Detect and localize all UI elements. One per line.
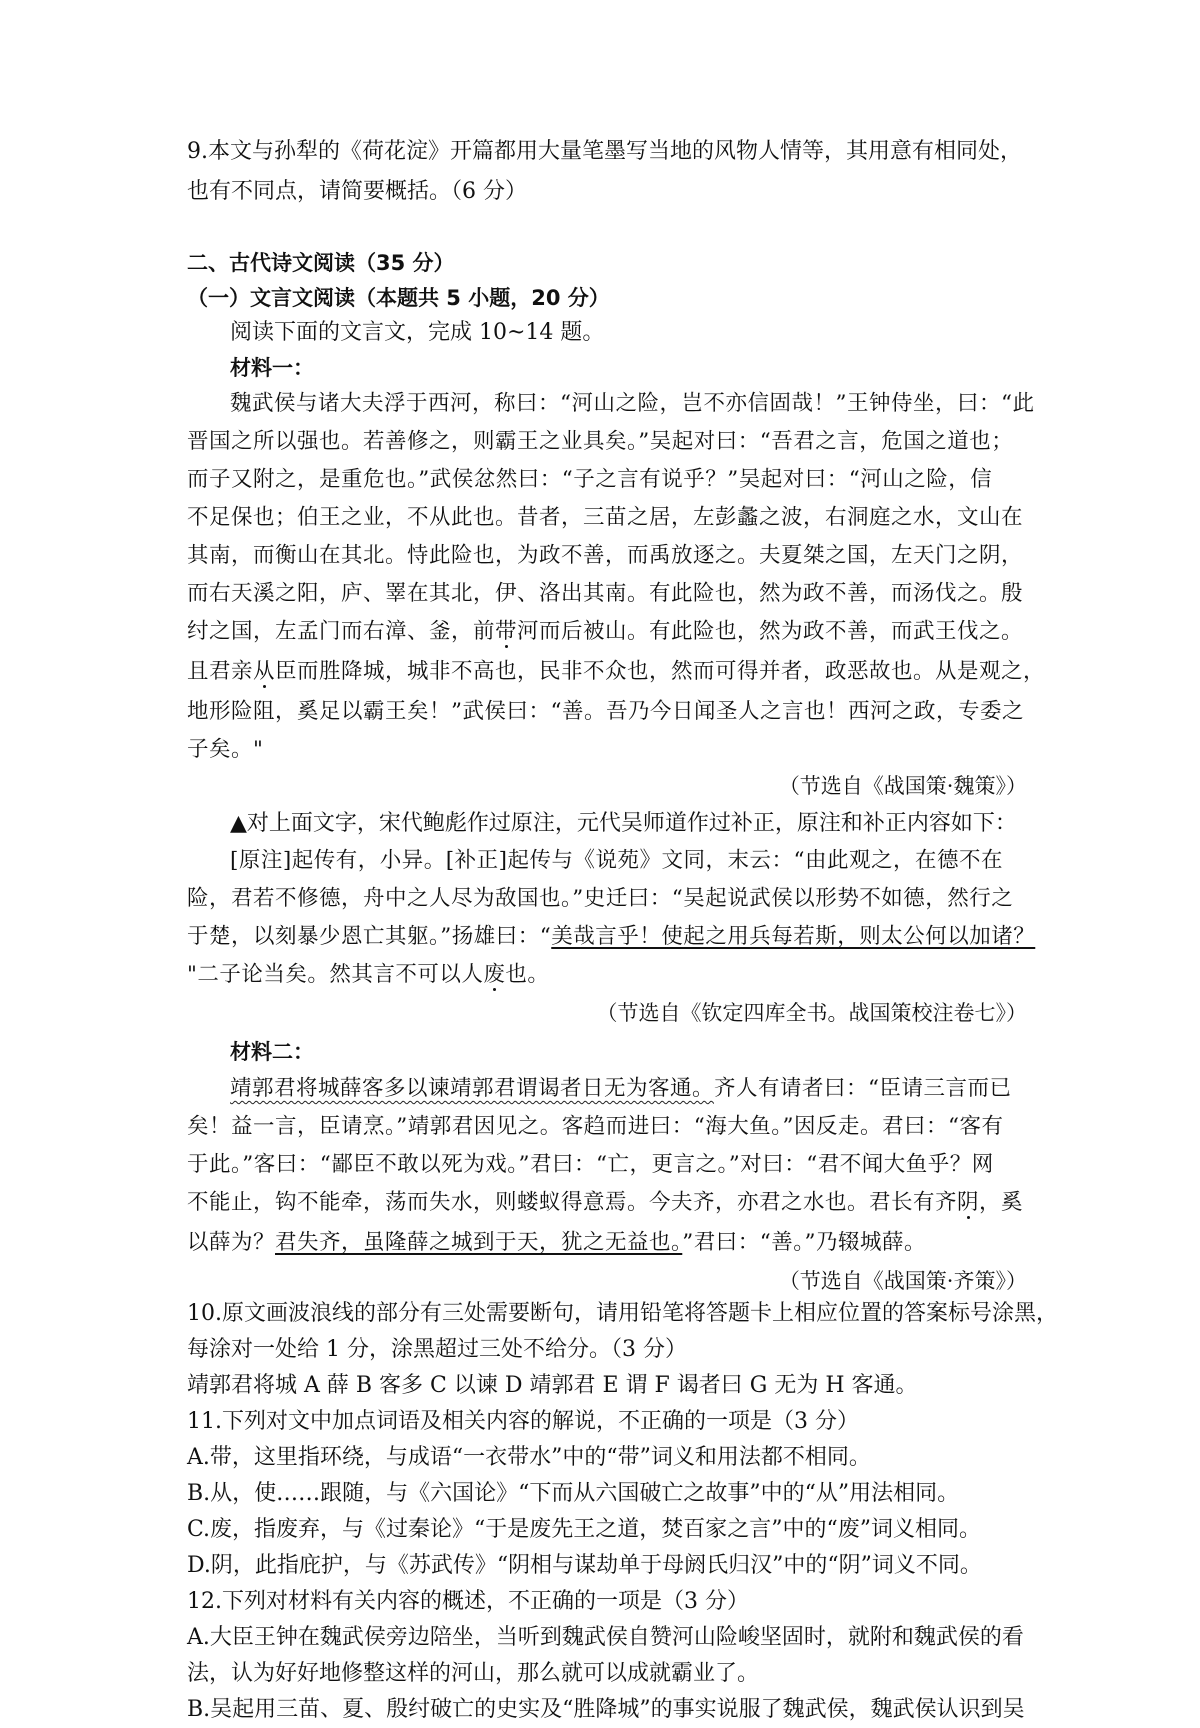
text-segment: "二子论当矣。然其言不可以人 xyxy=(187,962,484,987)
material-1-line: 而子又附之，是重危也。”武侯忿然曰：“子之言有说乎？”吴起对曰：“河山之险，信 xyxy=(187,467,993,492)
material-1-line: 子矣。" xyxy=(187,737,264,762)
notes-source: （节选自《钦定四库全书。战国策校注卷七》） xyxy=(596,1001,1027,1025)
text-segment: 且君亲 xyxy=(187,659,254,684)
q11-option-a: A.带，这里指环绕，与成语“一衣带水”中的“带”词义和用法都不相同。 xyxy=(187,1445,871,1470)
q12-option-b: B.吴起用三苗、夏、殷纣破亡的史实及“胜降城”的事实说服了魏武侯，魏武侯认识到吴 xyxy=(187,1697,1025,1722)
underlined-quote: 美哉言乎！使起之用兵每若斯，则太公何以加诸？ xyxy=(551,924,1036,949)
material-2-line xyxy=(230,1071,1070,1107)
material-1-line: 而右天溪之阳，庐、睪在其北，伊、洛出其南。有此险也，然为政不善，而汤伐之。殷 xyxy=(187,581,1024,606)
material-1-line: 晋国之所以强也。若善修之，则霸王之业具矣。”吴起对曰：“吾君之言，危国之道也； xyxy=(187,429,1014,454)
q9-line-2: 也有不同点，请简要概括。（6 分） xyxy=(187,179,527,204)
text-segment: 于楚，以刻暴少恩亡其躯。”扬雄曰：“ xyxy=(187,924,552,949)
material-2-line: 于此。”客曰：“鄙臣不敢以死为戏。”君曰：“亡，更言之。”对曰：“君不闻大鱼乎？网 xyxy=(187,1152,994,1177)
dotted-word-cong: 从 xyxy=(253,659,276,684)
text-segment: 河而后被山。有此险也，然为政不善，而武王伐之。 xyxy=(517,619,1024,644)
material-1-label: 材料一： xyxy=(230,356,314,380)
text-segment: 也。 xyxy=(505,962,550,987)
material-1-line: 地形险阻，奚足以霸王矣！”武侯曰：“善。吾乃今日闻圣人之言也！西河之政，专委之 xyxy=(187,699,1024,724)
dotted-word-dai: 带 xyxy=(495,619,518,644)
q12-stem: 12.下列对材料有关内容的概述，不正确的一项是（3 分） xyxy=(187,1589,749,1614)
material-1-line xyxy=(187,654,1046,690)
q11-option-b: B.从，使……跟随，与《六国论》“下而从六国破亡之故事”中的“从”用法相同。 xyxy=(187,1481,960,1506)
text-segment: 以薛为？ xyxy=(187,1230,276,1255)
q9-line-1: 9.本文与孙犁的《荷花淀》开篇都用大量笔墨写当地的风物人情等，其用意有相同处， xyxy=(187,139,1022,164)
notes-line: 险，君若不修德，舟中之人尽为敌国也。”史迁曰：“吴起说武侯以形势不如德，然行之 xyxy=(187,886,1014,911)
text-segment: ，奚 xyxy=(979,1190,1024,1215)
q10-options: 靖郭君将城 A 薛 B 客多 C 以谏 D 靖郭君 E 谓 F 谒者曰 G 无为 H 客通。 xyxy=(187,1373,918,1398)
material-2-line xyxy=(187,1185,1027,1221)
notes-intro: ▲对上面文字，宋代鲍彪作过原注，元代吴师道作过补正，原注和补正内容如下： xyxy=(230,811,1017,836)
text-segment: 臣而胜降城，城非不高也，民非不众也，然而可得并者，政恶故也。从是观之， xyxy=(275,659,1046,684)
reading-instruction: 阅读下面的文言文，完成 10~14 题。 xyxy=(230,320,605,345)
subsection-title: （一）文言文阅读（本题共 5 小题，20 分） xyxy=(187,286,610,310)
dotted-word-yin: 阴 xyxy=(957,1190,980,1215)
q10-line: 每涂对一处给 1 分，涂黑超过三处不给分。（3 分） xyxy=(187,1337,687,1362)
q11-option-c: C.废，指废弃，与《过秦论》“于是废先王之道，焚百家之言”中的“废”词义相同。 xyxy=(187,1517,982,1542)
material-2-line: 矣！益一言，臣请烹。”靖郭君因见之。客趋而进曰：“海大鱼。”因反走。君曰：“客有 xyxy=(187,1114,1004,1139)
q11-stem: 11.下列对文中加点词语及相关内容的解说，不正确的一项是（3 分） xyxy=(187,1409,859,1434)
q12-option-a-cont: 法，认为好好地修整这样的河山，那么就可以成就霸业了。 xyxy=(187,1661,760,1686)
text-segment: 齐人有请者曰：“臣请三言而已 xyxy=(714,1076,1012,1101)
material-2-source: （节选自《战国策·齐策》） xyxy=(778,1269,1027,1293)
material-1-line: 魏武侯与诸大夫浮于西河，称曰：“河山之险，岂不亦信固哉！”王钟侍坐，曰：“此 xyxy=(230,391,1035,416)
notes-line xyxy=(187,919,1036,955)
material-1-line: 其南，而衡山在其北。恃此险也，为政不善，而禹放逐之。夫夏桀之国，左天门之阴， xyxy=(187,543,1024,568)
text-segment: 纣之国，左孟门而右漳、釜，前 xyxy=(187,619,496,644)
material-1-line xyxy=(187,614,1027,650)
notes-line: [原注]起传有，小异。[补正]起传与《说苑》文同，末云：“由此观之，在德不在 xyxy=(230,848,1004,873)
material-2-line xyxy=(187,1225,1027,1261)
dotted-word-fei: 废 xyxy=(483,962,506,987)
section-title: 二、古代诗文阅读（35 分） xyxy=(187,251,455,275)
notes-line xyxy=(187,957,1027,993)
text-segment: 不能止，钩不能牵，荡而失水，则蝼蚁得意焉。今夫齐，亦君之水也。君长有齐 xyxy=(187,1190,958,1215)
material-1-source: （节选自《战国策·魏策》） xyxy=(778,774,1027,798)
underlined-sentence: 君失齐，虽隆薛之城到于天，犹之无益也。 xyxy=(275,1230,683,1255)
wavy-underlined-text: 靖郭君将城薛客多以谏靖郭君谓谒者日无为客通。 xyxy=(230,1076,715,1101)
q10-line: 10.原文画波浪线的部分有三处需要断句，请用铅笔将答题卡上相应位置的答案标号涂黑， xyxy=(187,1301,1058,1326)
q12-option-a: A.大臣王钟在魏武侯旁边陪坐，当听到魏武侯自赞河山险峻坚固时，就附和魏武侯的看 xyxy=(187,1625,1024,1650)
material-1-line: 不足保也；伯王之业，不从此也。昔者，三苗之居，左彭蠡之波，右洞庭之水，文山在 xyxy=(187,505,1024,530)
text-segment: ”君曰：“善。”乃辍城薛。 xyxy=(682,1230,927,1255)
material-2-label: 材料二： xyxy=(230,1040,314,1064)
q11-option-d: D.阴，此指庇护，与《苏武传》“阴相与谋劫单于母阏氏归汉”中的“阴”词义不同。 xyxy=(187,1553,982,1578)
